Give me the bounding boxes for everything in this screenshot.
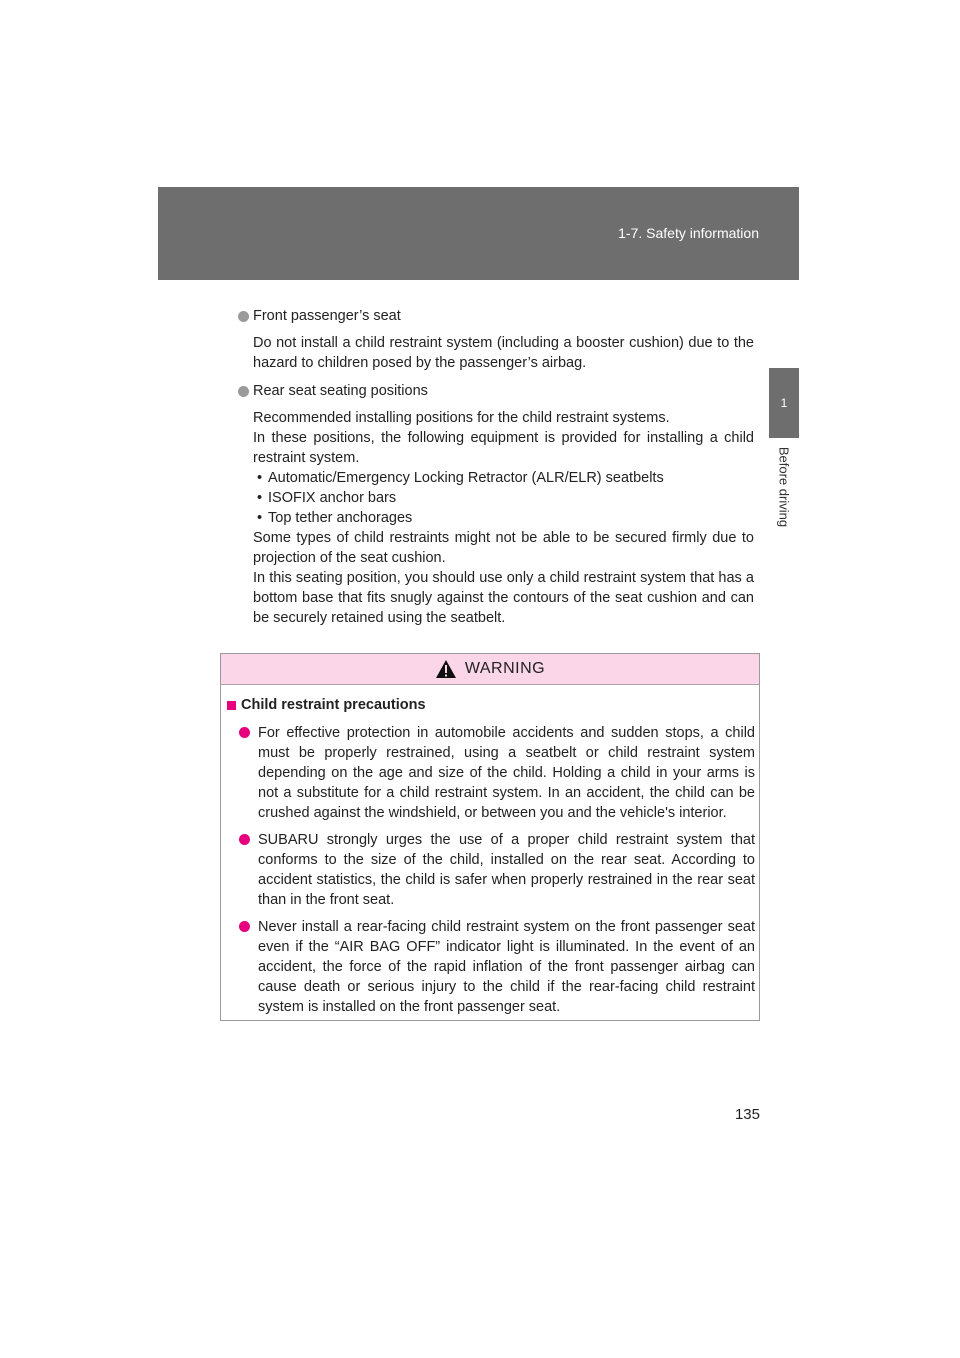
item-paragraph: Some types of child restraints might not be able to be secured firmly due to projection of the seat cushion.: [253, 530, 754, 566]
warning-item: [239, 917, 755, 1017]
item-paragraph: In this seating position, you should use only a child restraint system that has a bottom base that fits snugly against the contours of the seat cushion and can be securely retained using the seatbelt.: [253, 570, 754, 626]
warning-section-title: [227, 695, 755, 715]
warning-item-text: Never install a rear-facing child restraint system on the front passenger seat even if the “AIR BAG OFF” indicator light is illuminated. In the event of an accident, the force of the rapid inflation of the front passenger airbag can cause death or serious injury to the child if the rear-facing child restraint system is installed on the front passenger seat.: [258, 919, 755, 1015]
bullet-circle-icon: [239, 727, 250, 738]
warning-section-title-text: Child restraint precautions: [241, 697, 426, 713]
page-number: 135: [734, 1106, 760, 1123]
list-item-rear-seat: [238, 381, 754, 628]
chapter-tab: [769, 368, 799, 438]
warning-item: [239, 830, 755, 910]
square-bullet-icon: [227, 701, 236, 710]
warning-box: [220, 653, 760, 1021]
item-paragraph: In these positions, the following equipment is provided for installing a child restraint system.: [253, 430, 754, 466]
warning-item-text: For effective protection in automobile accidents and sudden stops, a child must be properly restrained, using a seatbelt or child restraint system depending on the age and size of the child. Holding a child in your arms is not a substitute for a child restraint system. In an accident, the child can be crushed against the windshield, or between you and the vehicle's interior.: [258, 725, 755, 821]
item-paragraph: Do not install a child restraint system (including a booster cushion) due to the hazard to children posed by the passenger’s airbag.: [253, 335, 754, 371]
chapter-label: Before driving: [776, 446, 792, 528]
section-header-band: [158, 187, 799, 280]
section-title: 1-7. Safety information: [618, 225, 759, 241]
chapter-number: 1: [780, 396, 788, 410]
warning-triangle-icon: [435, 659, 457, 679]
item-paragraph: Recommended installing positions for the child restraint systems.: [253, 410, 670, 426]
warning-label: WARNING: [464, 660, 546, 677]
item-title: Rear seat seating positions: [253, 383, 428, 399]
warning-header: [221, 654, 759, 685]
main-content: [238, 306, 754, 636]
bullet-circle-icon: [239, 834, 250, 845]
warning-item-text: SUBARU strongly urges the use of a proper child restraint system that conforms to the size of the child, installed on the rear seat. According to accident statistics, the child is safer when properly restrained in the rear seat than in the front seat.: [258, 832, 755, 908]
bullet-circle-icon: [238, 386, 249, 397]
equipment-item: • ISOFIX anchor bars: [253, 488, 754, 508]
warning-item: [239, 723, 755, 823]
list-item-front-seat: [238, 306, 754, 373]
equipment-item: • Top tether anchorages: [253, 508, 754, 528]
bullet-circle-icon: [238, 311, 249, 322]
item-title: Front passenger’s seat: [253, 308, 401, 324]
bullet-circle-icon: [239, 921, 250, 932]
warning-body: [221, 685, 759, 1017]
equipment-item: • Automatic/Emergency Locking Retractor (ALR/ELR) seatbelts: [253, 468, 754, 488]
equipment-list: [253, 468, 754, 528]
